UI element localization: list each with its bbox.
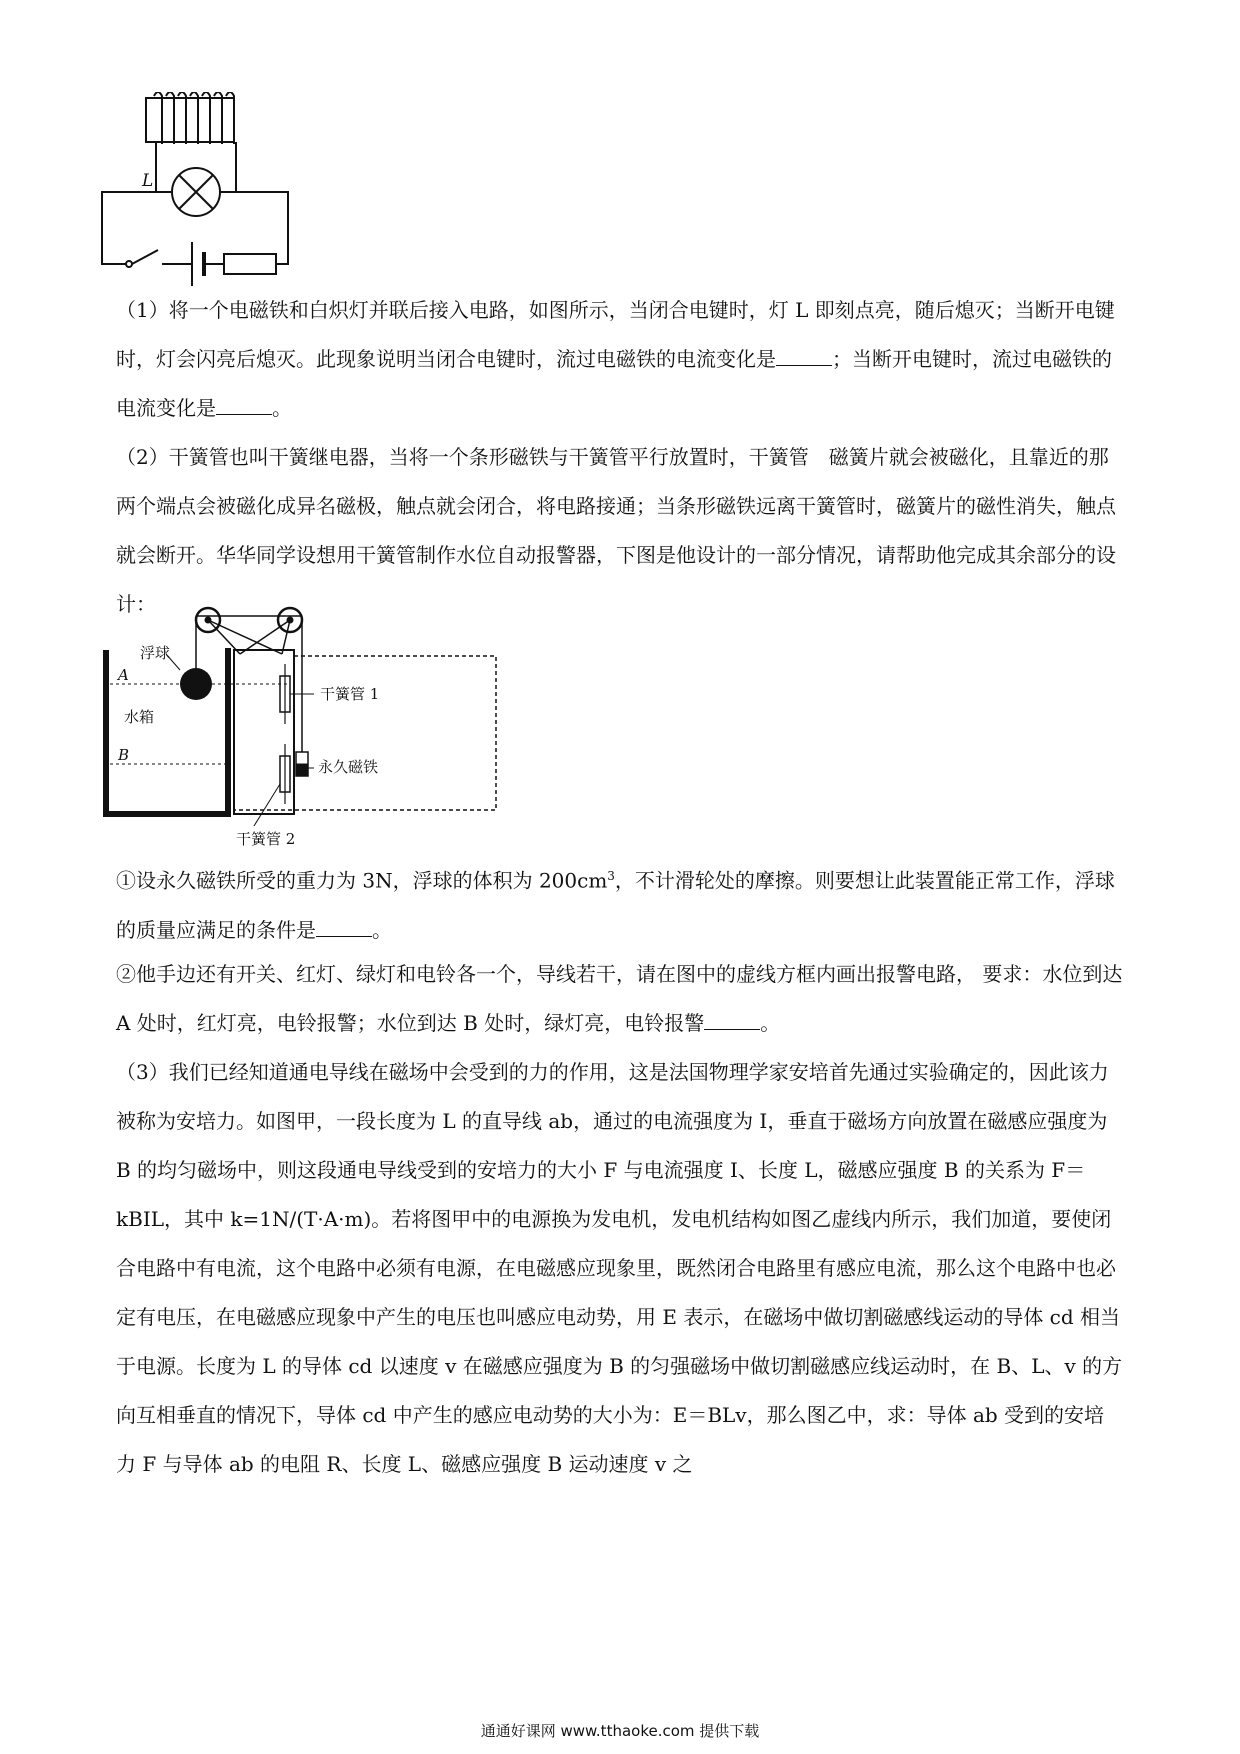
question-1-text-b: ；当断开电键时，流过电磁铁的电流变化是 <box>116 347 1112 420</box>
electromagnet-core <box>146 98 234 142</box>
tank-label: 水箱 <box>124 708 155 726</box>
question-2-text: （2）干簧管也叫干簧继电器，当将一个条形磁铁与干簧管平行放置时，干簧管 磁簧片就会被磁化，且靠近的那两个端点会被磁化成异名磁极，触点就会闭合，将电路接通；当条形磁铁远离干簧管时，磁簧片的磁性消失，触点就会断开。华华同学设想用干簧管制作水位自动报警器，下图是他设计的一部分情况，请帮助他完成其余部分的设计： <box>116 445 1116 616</box>
answer-blank-3[interactable] <box>316 918 372 937</box>
superscript-3: 3 <box>607 869 615 883</box>
resistor-icon <box>224 254 276 274</box>
question-2-1 <box>116 852 1124 955</box>
answer-blank-1[interactable] <box>776 347 832 366</box>
level-a-label: A <box>118 666 129 684</box>
question-2-1-text-c: 。 <box>372 917 392 942</box>
magnet-label: 永久磁铁 <box>318 758 379 776</box>
reed-switch-2-label: 干簧管 2 <box>236 830 296 848</box>
question-3-text: （3）我们已经知道通电导线在磁场中会受到的力的作用，这是法国物理学家安培首先通过实验确定的，因此该力被称为安培力。如图甲，一段长度为 L 的直导线 ab，通过的电流强度为 I，垂直于磁场方向放置在磁感应强度为 B 的均匀磁场中，则这段通电导线受到的安培力的大小 F 与电流强度 I、长度 L，磁感应强度 B 的关系为 F＝kBIL，其中 k=1N/(T·A·m)。若将图甲中的电源换为发电机，发电机结构如图乙虚线内所示，我们加道，要使闭合电路中有电流，这个电路中必须有电源，在电磁感应现象里，既然闭合电路里有感应电流，那么这个电路中也必定有电压，在电磁感应现象中产生的电压也叫感应电动势，用 E 表示，在磁场中做切割磁感线运动的导体 cd 相当于电源。长度为 L 的导体 cd 以速度 v 在磁感应强度为 B 的匀强磁场中做切割磁感应线运动时，在 B、L、v 的方向互相垂直的情况下，导体 cd 中产生的感应电动势的大小为：E＝BLv，那么图乙中，求：导体 ab 受到的安培力 F 与导体 ab 的电阻 R、长度 L、磁感应强度 B 运动速度 v 之 <box>116 1060 1123 1476</box>
question-2-1-text-a: ①设永久磁铁所受的重力为 3N，浮球的体积为 200cm <box>116 868 608 893</box>
water-level-alarm-figure <box>100 604 500 852</box>
question-1-text-a: （1）将一个电磁铁和白炽灯并联后接入电路，如图所示，当闭合电键时，灯 L 即刻点亮，随后熄灭；当断开电键时，灯会闪亮后熄灭。此现象说明当闭合电键时，流过电磁铁的电流变化是 <box>116 298 1115 371</box>
dashed-circuit-box <box>234 656 496 810</box>
question-2 <box>116 433 1124 629</box>
reed-switch-1-label: 干簧管 1 <box>320 685 380 703</box>
electromagnet-circuit-figure <box>96 92 301 302</box>
question-3 <box>116 1048 1124 1489</box>
page-footer: 通通好课网 www.tthaoke.com 提供下载 <box>480 1722 760 1740</box>
question-1-text-c: 。 <box>272 396 292 420</box>
question-2-2-text-b: 。 <box>760 1011 781 1035</box>
answer-blank-4[interactable] <box>704 1011 760 1030</box>
coil-label: L <box>142 171 154 191</box>
switch-icon <box>126 261 132 267</box>
float-label: 浮球 <box>140 644 171 662</box>
question-1 <box>116 286 1124 433</box>
question-2-2 <box>116 950 1124 1048</box>
float-ball-icon <box>180 668 212 700</box>
question-2-1-text-b: ，不计滑轮处的摩擦。则要想让此装置能正常工作，浮球的质量应满足的条件是 <box>116 868 1115 942</box>
coil-winding-icon <box>154 92 234 144</box>
answer-blank-2[interactable] <box>216 396 272 415</box>
question-2-2-text-a: ②他手边还有开关、红灯、绿灯和电铃各一个，导线若干，请在图中的虚线方框内画出报警电路， 要求：水位到达 A 处时，红灯亮，电铃报警；水位到达 B 处时，绿灯亮，电铃报警 <box>116 962 1123 1035</box>
level-b-label: B <box>118 746 130 764</box>
